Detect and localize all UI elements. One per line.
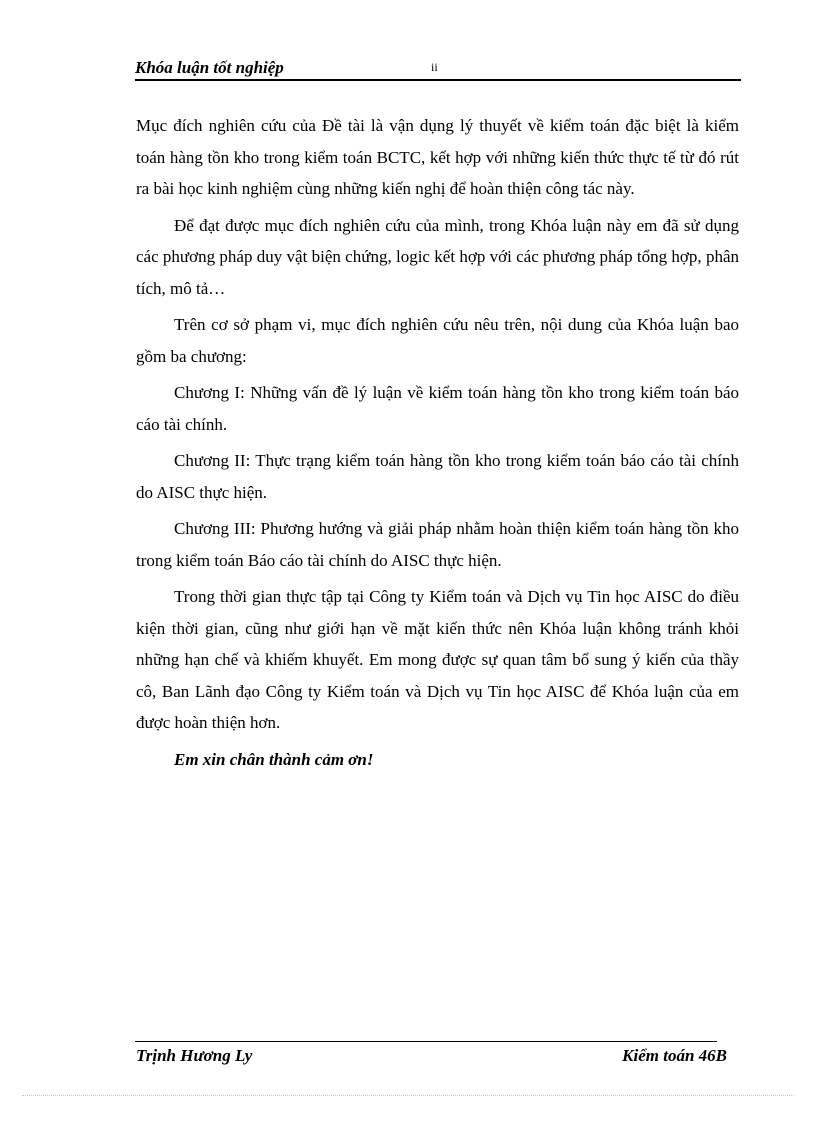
footer-divider — [135, 1041, 717, 1042]
body-text — [136, 110, 739, 775]
paragraph-chapter-3: Chương III: Phương hướng và giải pháp nhằm hoàn thiện kiểm toán hàng tồn kho trong kiểm toán Báo cáo tài chính do AISC thực hiện. — [136, 519, 739, 570]
footer-author: Trịnh Hương Ly — [136, 1046, 253, 1065]
paragraph-acknowledgement: Trong thời gian thực tập tại Công ty Kiểm toán và Dịch vụ Tin học AISC do điều kiện thời gian, cũng như giới hạn về mặt kiến thức nên Khóa luận không tránh khỏi những hạn chế và khiếm khuyết. Em mong được sự quan tâm bổ sung ý kiến của thầy cô, Ban Lãnh đạo Công ty Kiểm toán và Dịch vụ Tin học AISC để Khóa luận của em được hoàn thiện hơn. — [136, 587, 739, 732]
page-header — [135, 58, 741, 80]
page-bottom-border — [22, 1095, 794, 1096]
closing-thanks: Em xin chân thành cảm ơn! — [174, 749, 374, 769]
paragraph-chapter-1: Chương I: Những vấn đề lý luận về kiểm toán hàng tồn kho trong kiểm toán báo cáo tài chính. — [136, 383, 739, 434]
header-title: Khóa luận tốt nghiệp — [135, 58, 284, 77]
paragraph-purpose: Mục đích nghiên cứu của Đề tài là vận dụng lý thuyết về kiểm toán đặc biệt là kiểm toán hàng tồn kho trong kiểm toán BCTC, kết hợp với những kiến thức thực tế từ đó rút ra bài học kinh nghiệm cùng những kiến nghị để hoàn thiện công tác này. — [136, 116, 739, 198]
paragraph-chapter-2: Chương II: Thực trạng kiểm toán hàng tồn kho trong kiểm toán báo cáo tài chính do AISC thực hiện. — [136, 451, 739, 502]
header-divider — [135, 79, 741, 81]
paragraph-methods: Để đạt được mục đích nghiên cứu của mình, trong Khóa luận này em đã sử dụng các phương pháp duy vật biện chứng, logic kết hợp với các phương pháp tổng hợp, phân tích, mô tả… — [136, 215, 739, 298]
paragraph-structure: Trên cơ sở phạm vi, mục đích nghiên cứu nêu trên, nội dung của Khóa luận bao gồm ba chương: — [136, 315, 739, 366]
page-number: ii — [431, 60, 438, 74]
footer-class: Kiểm toán 46B — [622, 1046, 727, 1065]
